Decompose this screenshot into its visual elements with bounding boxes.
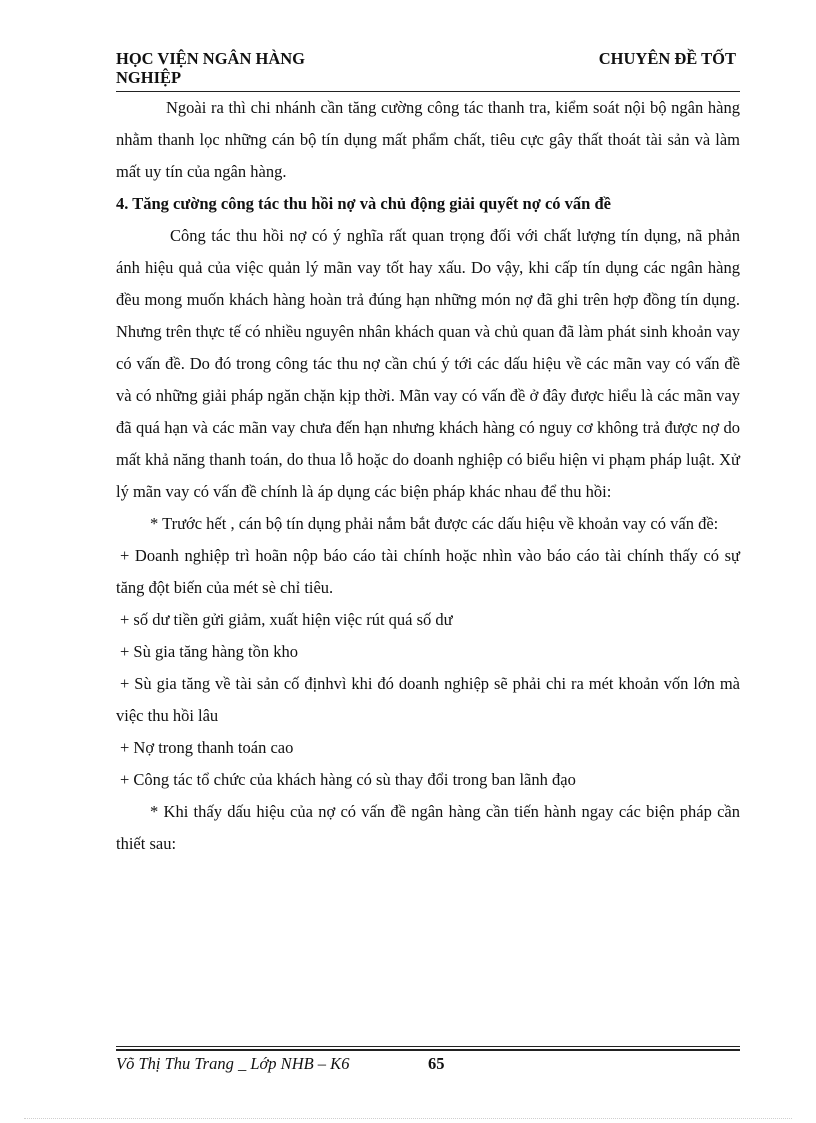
footer-author: Võ Thị Thu Trang _ Lớp NHB – K6 [116, 1054, 350, 1073]
list-item: + Công tác tổ chức của khách hàng có sù thay đổi trong ban lãnh đạo [120, 770, 576, 789]
header-institution-continued: NGHIỆP [116, 68, 182, 87]
footer-rule-thin [116, 1046, 740, 1047]
section-heading: 4. Tăng cường công tác thu hồi nợ và chủ động giải quyết nợ có vấn đề [116, 194, 611, 213]
list-item: + Nợ trong thanh toán cao [120, 738, 294, 757]
list-item: + số dư tiền gửi giảm, xuất hiện việc rút quá số dư [120, 610, 453, 629]
list-item: + Sù gia tăng hàng tồn kho [120, 642, 298, 661]
page-number: 65 [428, 1054, 445, 1073]
paragraph-measures-intro: * Khi thấy dấu hiệu của nợ có vấn đề ngân hàng cần tiến hành ngay các biện pháp cần thiết sau: [116, 802, 740, 853]
page-bottom-edge [24, 1118, 792, 1119]
page-body [116, 92, 740, 860]
list-item: + Doanh nghiệp trì hoãn nộp báo cáo tài chính hoặc nhìn vào báo cáo tài chính thấy có sự tăng đột biến của mét sè chỉ tiêu. [116, 546, 740, 597]
paragraph-debt-recovery: Công tác thu hồi nợ có ý nghĩa rất quan trọng đối với chất lượng tín dụng, nã phản ánh hiệu quả của việc quản lý mãn vay tốt hay xấu. Do vậy, khi cấp tín dụng các ngân hàng đều mong muốn khách hàng hoàn trả đúng hạn những món nợ đã ghi trên hợp đồng tín dụng. Nhưng trên thực tế có nhiều nguyên nhân khách quan và chủ quan đã làm phát sinh khoản vay có vấn đề. Do đó trong công tác thu nợ cần chú ý tới các dấu hiệu về các mãn vay có vấn đề và có những giải pháp ngăn chặn kịp thời. Mãn vay có vấn đề ở đây được hiểu là các mãn vay đã quá hạn và các mãn vay chưa đến hạn nhưng khách hàng có nguy cơ không trả được nợ do mất khả năng thanh toán, do thua lỗ hoặc do doanh nghiệp có biểu hiện vi phạm pháp luật. Xử lý mãn vay có vấn đề chính là áp dụng các biện pháp khác nhau để thu hồi: [116, 226, 740, 501]
paragraph-warning-signs-intro: * Trước hết , cán bộ tín dụng phải nắm bắt được các dấu hiệu về khoản vay có vấn đề: [150, 514, 719, 533]
header-report-type: CHUYÊN ĐỀ TỐT [598, 49, 736, 68]
paragraph-inspection: Ngoài ra thì chi nhánh cần tăng cường công tác thanh tra, kiểm soát nội bộ ngân hàng nhằm thanh lọc những cán bộ tín dụng mất phẩm chất, tiêu cực gây thất thoát tài sản và làm mất uy tín của ngân hàng. [116, 98, 740, 181]
footer-rule-thick [116, 1049, 740, 1051]
list-item: + Sù gia tăng về tài sản cố địnhvì khi đó doanh nghiệp sẽ phải chi ra mét khoản vốn lớn mà việc thu hồi lâu [116, 674, 740, 725]
header-institution: HỌC VIỆN NGÂN HÀNG [116, 49, 306, 68]
